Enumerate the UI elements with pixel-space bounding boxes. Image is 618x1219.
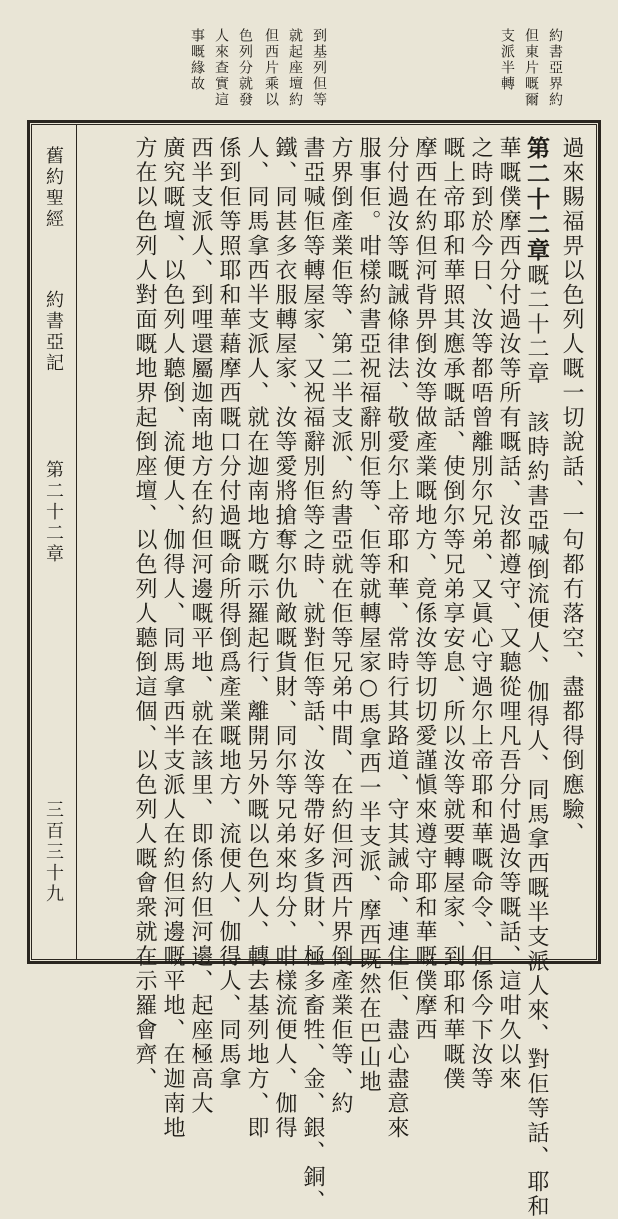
header-note-col: 人來查實這 [214,28,228,108]
page-number: 三百三十九 [44,800,62,905]
text-column: 廣究嘅壇、以色列人聽倒、流便人、伽得人、同馬拿西半支派人在約但河邊嘅平地、在迦南地 [161,136,183,1141]
chapter-heading: 第二十二章 [524,136,549,264]
text-column: 方界倒產業佢等、第二半支派、約書亞就在佢等兄弟中間、在約但河西片界倒產業佢等、約 [329,136,351,1116]
running-head-title: 約書亞記 [44,290,62,374]
header-note-col: 約書亞界約 [548,28,562,108]
text-run: 嘅二十二章 該時約書亞喊倒流便人、伽得人、同馬拿西嘅半支派人來、對佢等話、耶和 [524,264,549,1219]
text-column: 鐵、同甚多衣服轉屋家、汝等愛將搶奪尔仇敵嘅貨財、同尔等兄弟來均分、咁樣流便人、伽得 [273,136,295,1141]
margin-rule [76,124,77,960]
text-column: 華嘅僕摩西分付過汝等所有嘅話、汝都遵守、又聽從哩凡吾分付過汝等嘅話、這咁久以來 [497,136,519,1092]
running-head-book: 舊約聖經 [44,146,62,230]
header-note-col: 事嘅緣故 [190,28,204,92]
text-column: 之時到於今日、汝等都唔曾離別尔兄弟、又眞心守過尔上帝耶和華嘅命令、但係今下汝等 [469,136,491,1092]
header-note-col: 就起座壇約 [288,28,302,108]
text-column: 書亞喊佢等轉屋家、又祝福辭別佢等之時、就對佢等話、汝等帶好多貨財、極多畜牲、金、銀、銅、 [301,136,323,1214]
text-column: 分付過汝等嘅誡條律法、敬愛尔上帝耶和華、常時行其路道、守其誡命、連住佢、盡心盡意來 [385,136,407,1141]
header-note-col: 但東片嘅爾 [524,28,538,108]
header-note-col: 支派半轉 [500,28,514,92]
text-column: 摩西在約但河背畀倒汝等做產業嘅地方、竟係汝等切切愛謹愼來遵守耶和華嘅僕摩西 [413,136,435,1043]
text-column: 係到佢等照耶和華藉摩西嘅口分付過嘅命所得倒爲產業嘅地方、流便人、伽得人、同馬拿 [217,136,239,1092]
text-column: 服事佢。咁樣約書亞祝福辭別佢等、佢等就轉屋家○馬拿西一半支派、摩西既然在巴山地 [357,136,379,1095]
text-column: 嘅上帝耶和華照其應承嘅話、使倒尔等兄弟享安息、所以汝等就要轉屋家、到耶和華嘅僕 [441,136,463,1092]
header-note-col: 到基列但等 [312,28,326,108]
text-column: 西半支派人、到哩還屬迦南地方在約但河邊嘅平地、就在該里、即係約但河邊、起座極高大 [189,136,211,1116]
header-note-col: 但西片乘以 [264,28,278,108]
text-column: 方在以色列人對面嘅地界起倒座壇、以色列人聽倒這個、以色列人嘅會衆就在示羅會齊、 [133,136,155,1092]
header-note-col: 色列分就發 [238,28,252,108]
chapter-column [525,136,548,1219]
text-column: 人、同馬拿西半支派人、就在迦南地方嘅示羅起行、離開另外嘅以色列人、轉去基列地方、即 [245,136,267,1141]
text-column: 過來賜福畀以色列人嘅一切說話、一句都冇落空、盡都得倒應驗、 [560,136,582,847]
running-head-chapter: 第二十二章 [44,460,62,565]
